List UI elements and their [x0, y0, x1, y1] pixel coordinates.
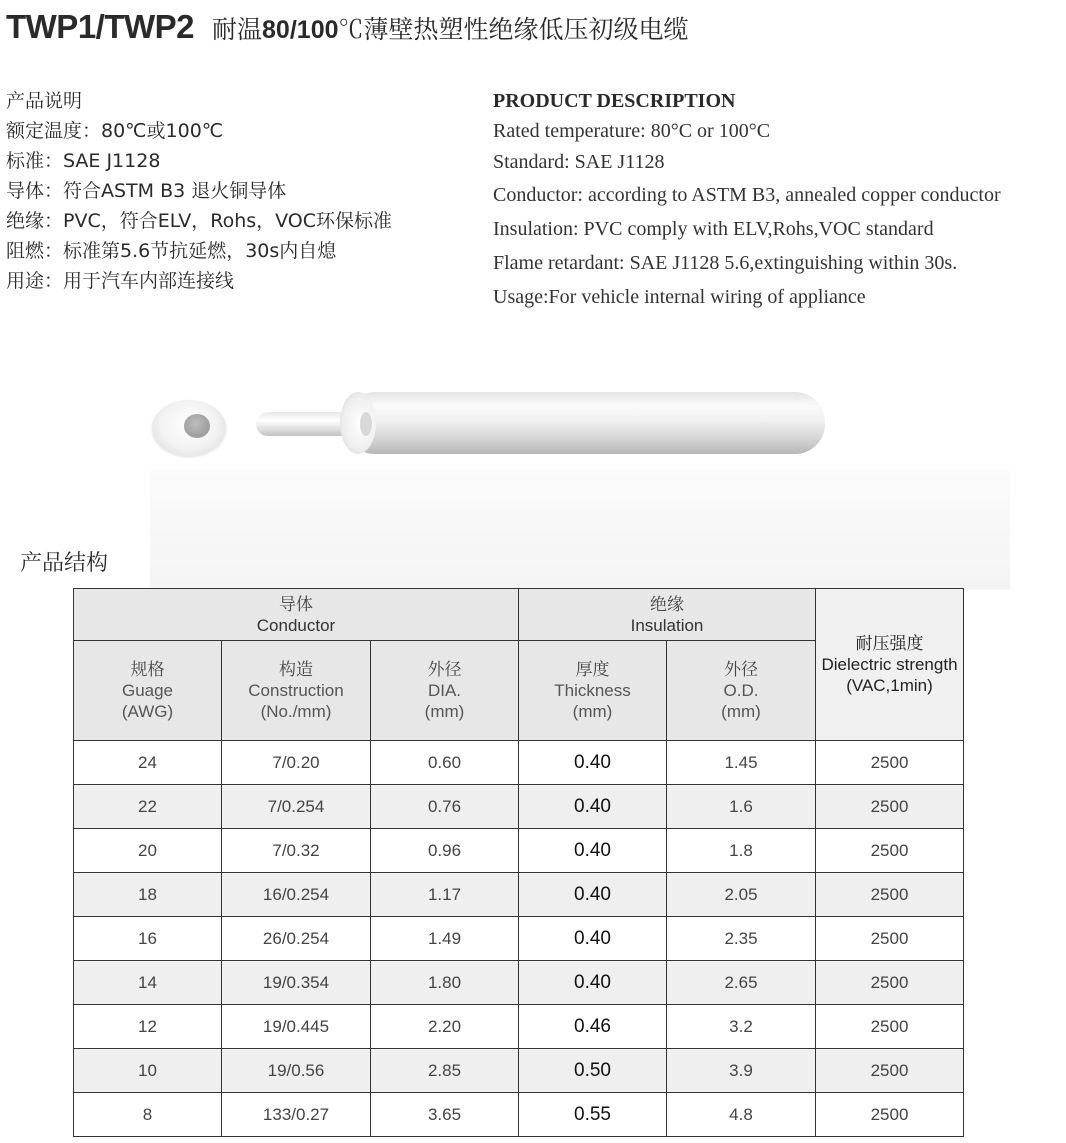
spec-table [73, 588, 964, 1137]
header-dielectric-en: Dielectric strength [821, 655, 958, 674]
cable-cross-section-icon [152, 400, 226, 456]
cell-construction: 19/0.445 [222, 1005, 371, 1049]
cell-thickness: 0.50 [519, 1049, 667, 1093]
header-en: Guage [121, 681, 174, 700]
cn-desc-line: 绝缘：PVC，符合ELV，Rohs，VOC环保标准 [6, 210, 393, 232]
product-name-pre: 耐温 [212, 16, 263, 44]
en-desc-line: Conductor: according to ASTM B3, annealed copper conductor [493, 184, 1001, 206]
header-en: DIA. [427, 681, 462, 700]
en-desc-line: Rated temperature: 80°C or 100°C [493, 120, 771, 142]
cell-gauge: 20 [74, 829, 222, 873]
cell-gauge: 16 [74, 917, 222, 961]
cell-construction: 26/0.254 [222, 917, 371, 961]
header-outer-diameter [667, 641, 816, 741]
header-diameter [371, 641, 519, 741]
cell-dielectric: 2500 [816, 961, 964, 1005]
cell-thickness: 0.55 [519, 1093, 667, 1137]
cn-desc-line: 产品说明 [6, 90, 83, 112]
header-cn: 厚度 [575, 660, 610, 679]
header-dielectric-unit: (VAC,1min) [846, 676, 933, 695]
table-row [74, 1005, 964, 1049]
cell-gauge: 18 [74, 873, 222, 917]
cell-diameter: 1.17 [371, 873, 519, 917]
cell-construction: 19/0.354 [222, 961, 371, 1005]
cell-thickness: 0.40 [519, 829, 667, 873]
product-name [212, 16, 689, 44]
cell-dielectric: 2500 [816, 917, 964, 961]
header-en: O.D. [723, 681, 759, 700]
header-insulation-en: Insulation [630, 615, 704, 635]
cell-construction: 19/0.56 [222, 1049, 371, 1093]
header-conductor-en: Conductor [256, 615, 336, 635]
table-row [74, 785, 964, 829]
header-conductor [74, 589, 519, 641]
header-cn: 规格 [130, 660, 165, 679]
cell-dielectric: 2500 [816, 829, 964, 873]
structure-title: 产品结构 [20, 551, 109, 576]
cell-construction: 7/0.20 [222, 741, 371, 785]
cell-construction: 7/0.32 [222, 829, 371, 873]
cn-desc-line: 额定温度：80℃或100℃ [6, 120, 224, 142]
header-insulation [519, 589, 816, 641]
header-unit: (mm) [572, 702, 613, 721]
header-gauge [74, 641, 222, 741]
en-desc-heading: PRODUCT DESCRIPTION [493, 90, 736, 112]
header-conductor-cn: 导体 [279, 594, 313, 614]
cell-thickness: 0.40 [519, 741, 667, 785]
table-row [74, 917, 964, 961]
cable-core-icon [184, 414, 210, 438]
cell-thickness: 0.40 [519, 917, 667, 961]
cell-dielectric: 2500 [816, 785, 964, 829]
cell-diameter: 2.20 [371, 1005, 519, 1049]
cell-diameter: 0.96 [371, 829, 519, 873]
page-title [6, 8, 689, 46]
table-row [74, 873, 964, 917]
product-name-post: ℃薄壁热塑性绝缘低压初级电缆 [338, 16, 689, 44]
cell-outer-diameter: 2.35 [667, 917, 816, 961]
cn-desc-line: 导体：符合ASTM B3 退火铜导体 [6, 180, 287, 202]
chinese-description [6, 86, 392, 296]
cable-insulation-icon [345, 392, 825, 454]
image-backdrop [150, 470, 1010, 590]
cell-diameter: 1.49 [371, 917, 519, 961]
cell-thickness: 0.40 [519, 785, 667, 829]
header-construction [222, 641, 371, 741]
cell-outer-diameter: 4.8 [667, 1093, 816, 1137]
cell-gauge: 22 [74, 785, 222, 829]
header-en: Thickness [554, 681, 631, 700]
cell-diameter: 3.65 [371, 1093, 519, 1137]
header-dielectric-cn: 耐压强度 [855, 634, 924, 653]
cell-outer-diameter: 1.8 [667, 829, 816, 873]
english-description [493, 86, 1001, 314]
cell-gauge: 14 [74, 961, 222, 1005]
table-row [74, 741, 964, 785]
cell-diameter: 0.76 [371, 785, 519, 829]
en-desc-line: Usage:For vehicle internal wiring of appliance [493, 286, 866, 308]
cell-dielectric: 2500 [816, 741, 964, 785]
cell-dielectric: 2500 [816, 1049, 964, 1093]
cell-thickness: 0.40 [519, 873, 667, 917]
cell-construction: 133/0.27 [222, 1093, 371, 1137]
cell-thickness: 0.46 [519, 1005, 667, 1049]
cn-desc-line: 阻燃：标准第5.6节抗延燃，30s内自熄 [6, 240, 337, 262]
header-unit: (mm) [424, 702, 465, 721]
cell-gauge: 8 [74, 1093, 222, 1137]
spec-table-body [74, 741, 964, 1137]
header-thickness [519, 641, 667, 741]
cell-gauge: 12 [74, 1005, 222, 1049]
cell-dielectric: 2500 [816, 1005, 964, 1049]
cell-gauge: 10 [74, 1049, 222, 1093]
header-cn: 构造 [279, 660, 313, 679]
cable-illustration [140, 380, 840, 470]
header-insulation-cn: 绝缘 [650, 594, 684, 614]
header-cn: 外径 [427, 660, 462, 679]
header-en: Construction [248, 681, 344, 700]
cell-outer-diameter: 2.65 [667, 961, 816, 1005]
cn-desc-line: 用途：用于汽车内部连接线 [6, 270, 235, 292]
conductor-exit-icon [360, 412, 372, 436]
cell-thickness: 0.40 [519, 961, 667, 1005]
table-row [74, 829, 964, 873]
cell-diameter: 2.85 [371, 1049, 519, 1093]
cell-construction: 16/0.254 [222, 873, 371, 917]
product-code: TWP1/TWP2 [6, 8, 195, 45]
product-name-temp: 80/100 [262, 16, 339, 44]
cell-dielectric: 2500 [816, 1093, 964, 1137]
cell-gauge: 24 [74, 741, 222, 785]
cell-outer-diameter: 3.2 [667, 1005, 816, 1049]
cn-desc-line: 标准：SAE J1128 [6, 150, 161, 172]
header-dielectric [816, 589, 964, 741]
cell-outer-diameter: 1.6 [667, 785, 816, 829]
header-cn: 外径 [724, 660, 758, 679]
cell-outer-diameter: 2.05 [667, 873, 816, 917]
en-desc-line: Flame retardant: SAE J1128 5.6,extinguishing within 30s. [493, 252, 958, 274]
cell-diameter: 1.80 [371, 961, 519, 1005]
cell-diameter: 0.60 [371, 741, 519, 785]
cell-outer-diameter: 1.45 [667, 741, 816, 785]
en-desc-line: Standard: SAE J1128 [493, 151, 665, 173]
header-unit: (AWG) [121, 702, 174, 721]
table-row [74, 1049, 964, 1093]
cell-outer-diameter: 3.9 [667, 1049, 816, 1093]
cell-construction: 7/0.254 [222, 785, 371, 829]
en-desc-line: Insulation: PVC comply with ELV,Rohs,VOC standard [493, 218, 934, 240]
table-row [74, 1093, 964, 1137]
header-unit: (No./mm) [260, 702, 332, 721]
table-row [74, 961, 964, 1005]
header-unit: (mm) [721, 702, 761, 721]
cell-dielectric: 2500 [816, 873, 964, 917]
